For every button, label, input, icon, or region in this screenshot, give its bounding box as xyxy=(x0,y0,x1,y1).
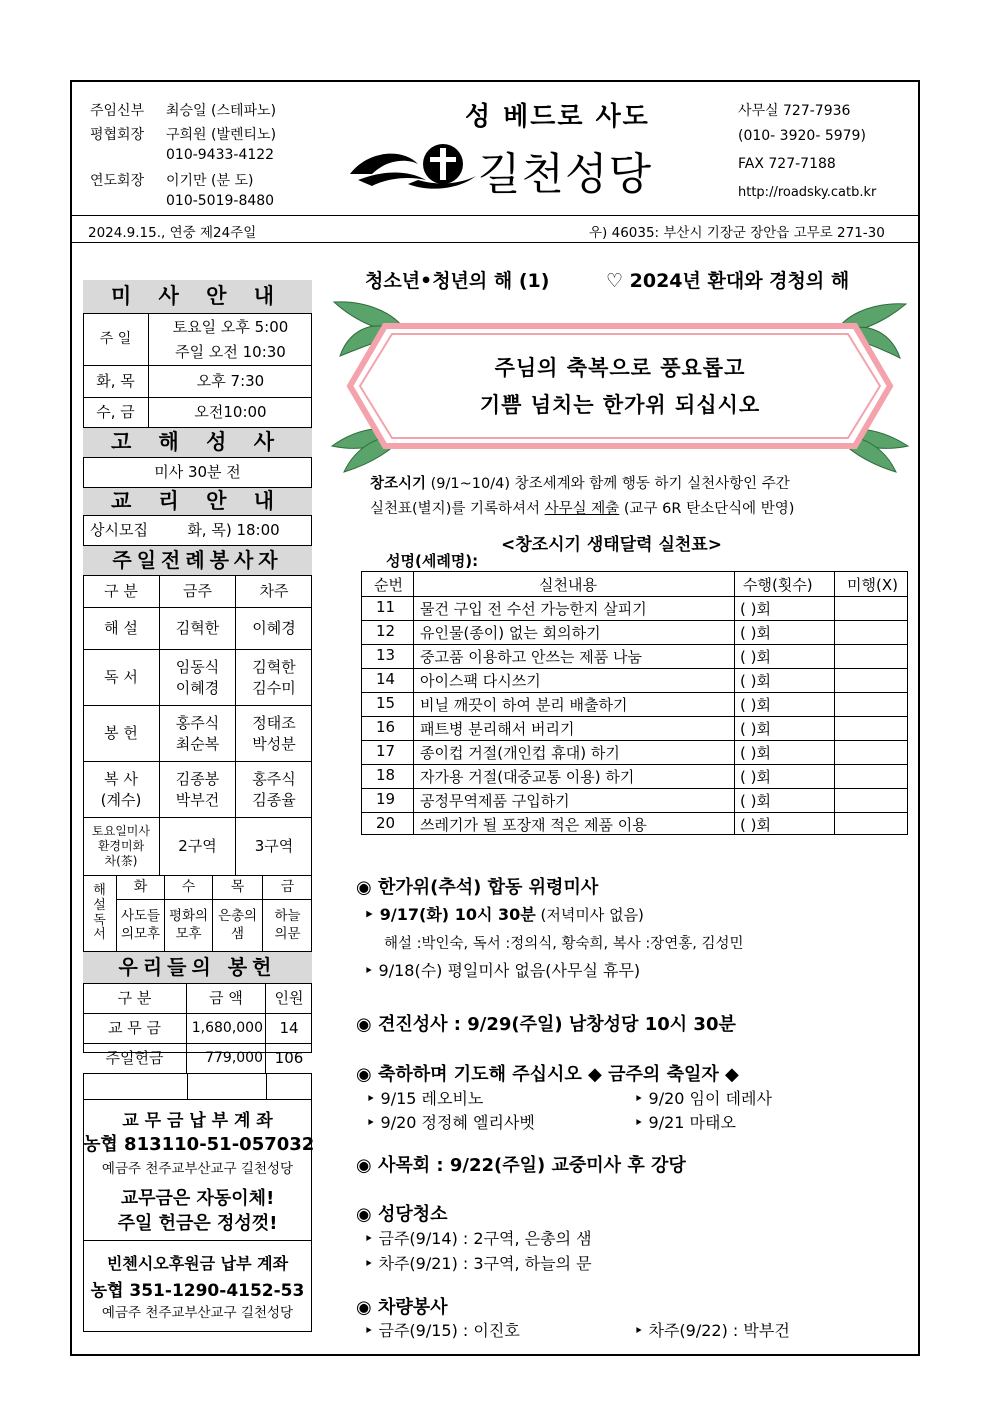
minister-next-week: 홍주식 김종율 xyxy=(236,762,312,818)
offering-count: 14 xyxy=(266,1014,312,1044)
offering-amount: 779,000 xyxy=(187,1044,266,1074)
staff-role: 평협회장 xyxy=(90,127,145,143)
eco-table-row xyxy=(362,740,907,765)
mass-sunday-time: 주일 오전 10:30 xyxy=(149,340,312,366)
fax-number: FAX 727-7188 xyxy=(738,156,836,172)
ministers-title: 주일전례봉사자 xyxy=(83,546,312,576)
eco-row-missed-field[interactable] xyxy=(836,814,906,834)
weekday-group: 사도들 의모후 xyxy=(117,900,165,952)
dues-account-title: 교 무 금 납 부 계 좌 xyxy=(122,1111,273,1131)
eco-row-activity: 물건 구입 전 수선 가능한지 살피기 xyxy=(420,600,647,618)
eco-header-cell: 미행(X) xyxy=(847,576,898,594)
eco-row-missed-field[interactable] xyxy=(836,718,906,738)
eco-row-count-field[interactable]: ( )회 xyxy=(740,720,771,738)
weekday-readers-label: 해설독서 xyxy=(83,876,117,952)
minister-role: 해 설 xyxy=(83,608,160,650)
dues-account-holder: 예금주 천주교부산교구 길천성당 xyxy=(101,1161,294,1177)
eco-row-count-field[interactable]: ( )회 xyxy=(740,696,771,714)
minister-next-week: 이혜경 xyxy=(236,608,312,650)
catechism-title: 교 리 안 내 xyxy=(83,488,312,516)
eco-row-missed-field[interactable] xyxy=(836,646,906,666)
eco-row-activity: 중고품 이용하고 안쓰는 제품 나눔 xyxy=(420,648,642,666)
mass-sunday-label: 주 일 xyxy=(83,314,149,366)
offering-amount: 1,680,000 xyxy=(187,1014,266,1044)
eco-row-number: 14 xyxy=(376,670,396,688)
chuseok-greeting-frame xyxy=(330,296,910,474)
weekday-group: 하늘 의문 xyxy=(263,900,312,952)
greeting-line: 기쁨 넘치는 한가위 되십시오 xyxy=(479,393,761,417)
creation-instruction-text: (교구 6R 탄소단식에 반영) xyxy=(619,501,795,517)
eco-row-count-field[interactable]: ( )회 xyxy=(740,600,771,618)
eco-row-count-field[interactable]: ( )회 xyxy=(740,648,771,666)
minister-role: 독 서 xyxy=(83,650,160,706)
creation-intro-text: (9/1~10/4) 창조세계와 함께 행동 하기 실천사항인 주간 xyxy=(426,476,790,492)
issue-date: 2024.9.15., 연중 제24주일 xyxy=(88,225,257,241)
eco-row-missed-field[interactable] xyxy=(836,694,906,714)
eco-table-row xyxy=(362,692,907,717)
minister-next-week: 3구역 xyxy=(236,818,312,876)
vincent-account-number: 농협 351-1290-4152-53 xyxy=(90,1281,305,1301)
greeting-line: 주님의 축복으로 풍요롭고 xyxy=(494,356,746,380)
eco-row-missed-field[interactable] xyxy=(836,766,906,786)
catechism-time: 화, 목) 18:00 xyxy=(155,516,312,546)
feast-day-item: ‣ 9/21 마태오 xyxy=(634,1113,736,1132)
creation-instruction-text: 실천표(별지)를 기록하셔서 xyxy=(370,501,545,517)
offering-empty-row xyxy=(83,1074,312,1100)
offering-header: 구 분 xyxy=(83,984,187,1014)
church-cleaning-title: ◉ 성당청소 xyxy=(356,1204,448,1225)
catechism-label: 상시모집 xyxy=(83,516,155,546)
minister-role: 봉 헌 xyxy=(83,706,160,762)
minister-role: 토요일미사 환경미화 차(茶) xyxy=(83,818,160,876)
vincent-account-holder: 예금주 천주교부산교구 길천성당 xyxy=(101,1305,294,1321)
eco-table-row xyxy=(362,620,907,645)
staff-phone: 010-9433-4122 xyxy=(166,147,275,163)
eco-header-cell: 수행(횟수) xyxy=(743,576,813,594)
vehicle-service-title: ◉ 차량봉사 xyxy=(356,1297,448,1318)
vehicle-item: ‣ 금주(9/15) : 이진호 xyxy=(364,1321,520,1340)
staff-name: 구희원 (발렌티노) xyxy=(166,127,277,143)
staff-role: 주임신부 xyxy=(90,103,145,119)
year-theme-welcome: ♡ 2024년 환대와 경청의 해 xyxy=(606,270,850,292)
chuseok-mass-title: ◉ 한가위(추석) 합동 위령미사 xyxy=(356,877,599,898)
offering-note: 주일 헌금은 정성껏! xyxy=(117,1213,278,1234)
cleaning-item: ‣ 차주(9/21) : 3구역, 하늘의 문 xyxy=(364,1254,592,1273)
eco-row-count-field[interactable]: ( )회 xyxy=(740,816,771,834)
no-weekday-mass-note: ‣ 9/18(수) 평일미사 없음(사무실 휴무) xyxy=(364,961,641,980)
eco-row-activity: 유인물(종이) 없는 회의하기 xyxy=(420,624,601,642)
office-phone: 사무실 727-7936 xyxy=(738,103,851,119)
eco-table-row xyxy=(362,644,907,669)
eco-row-activity: 비닐 깨끗이 하여 분리 배출하기 xyxy=(420,696,628,714)
minister-role: 복 사 (계수) xyxy=(83,762,160,818)
eco-row-number: 18 xyxy=(376,766,396,784)
eco-row-number: 20 xyxy=(376,814,396,832)
ministers-header: 구 분 xyxy=(83,576,160,608)
eco-row-number: 13 xyxy=(376,646,396,664)
eco-row-count-field[interactable]: ( )회 xyxy=(740,624,771,642)
eco-table-row xyxy=(362,812,907,836)
eco-row-count-field[interactable]: ( )회 xyxy=(740,744,771,762)
eco-row-missed-field[interactable] xyxy=(836,622,906,642)
year-theme-youth: 청소년•청년의 해 (1) xyxy=(365,270,550,292)
name-field-label: 성명(세례명): xyxy=(386,552,479,570)
eco-row-number: 11 xyxy=(376,598,396,616)
cleaning-item: ‣ 금주(9/14) : 2구역, 은총의 샘 xyxy=(364,1229,592,1248)
staff-role: 연도회장 xyxy=(90,173,145,189)
vehicle-item: ‣ 차주(9/22) : 박부건 xyxy=(634,1321,790,1340)
creation-intro xyxy=(370,472,790,493)
weekday-day: 금 xyxy=(263,876,312,900)
minister-this-week: 2구역 xyxy=(160,818,236,876)
chuseok-mass-roles: 해설 :박인숙, 독서 :정의식, 황숙희, 복사 :장연홍, 김성민 xyxy=(384,936,744,952)
minister-this-week: 김종봉 박부건 xyxy=(160,762,236,818)
chuseok-mass-time: ‣ 9/17(화) 10시 30분 xyxy=(364,905,536,924)
ministers-header: 금주 xyxy=(160,576,236,608)
eco-row-activity: 아이스팩 다시쓰기 xyxy=(420,672,541,690)
eco-table-row xyxy=(362,716,907,741)
eco-table-header xyxy=(362,572,907,597)
eco-row-number: 19 xyxy=(376,790,396,808)
eco-row-activity: 패트병 분리해서 버리기 xyxy=(420,720,575,738)
divider xyxy=(72,242,918,243)
divider xyxy=(72,215,918,216)
offering-title: 우리들의 봉헌 xyxy=(83,952,312,984)
confession-time: 미사 30분 전 xyxy=(83,458,312,488)
eco-row-activity: 공정무역제품 구입하기 xyxy=(420,792,570,810)
creation-instruction-underlined: 사무실 제출 xyxy=(544,501,620,517)
minister-next-week: 정태조 박성분 xyxy=(236,706,312,762)
feast-day-item: ‣ 9/20 정정혜 엘리사벳 xyxy=(366,1113,535,1132)
confirmation-notice: ◉ 견진성사 : 9/29(주일) 남창성당 10시 30분 xyxy=(356,1014,736,1035)
mobile-phone: (010- 3920- 5979) xyxy=(738,128,866,144)
staff-phone: 010-5019-8480 xyxy=(166,193,275,209)
pastoral-council-notice: ◉ 사목회 : 9/22(주일) 교중미사 후 강당 xyxy=(356,1155,686,1176)
mass-time: 오전10:00 xyxy=(149,398,312,428)
staff-name: 이기만 (분 도) xyxy=(166,173,254,189)
offering-header: 금 액 xyxy=(187,984,266,1014)
staff-name: 최승일 (스테파노) xyxy=(166,103,277,119)
eco-row-count-field[interactable]: ( )회 xyxy=(740,768,771,786)
eco-row-number: 15 xyxy=(376,694,396,712)
minister-this-week: 김혁한 xyxy=(160,608,236,650)
eco-table-row xyxy=(362,596,907,621)
eco-row-missed-field[interactable] xyxy=(836,790,906,810)
chuseok-mass-note: (저녁미사 없음) xyxy=(535,906,644,924)
dues-note: 교무금은 자동이체! xyxy=(120,1188,275,1209)
eco-row-number: 12 xyxy=(376,622,396,640)
eco-calendar-table xyxy=(361,571,908,835)
eco-table-row xyxy=(362,788,907,813)
eco-row-number: 17 xyxy=(376,742,396,760)
eco-row-activity: 자가용 거절(대중교통 이용) 하기 xyxy=(420,768,635,786)
weekday-group: 은총의 샘 xyxy=(213,900,263,952)
offering-header: 인원 xyxy=(266,984,312,1014)
parish-subtitle: 성 베드로 사도 xyxy=(465,102,650,132)
minister-this-week: 임동식 이혜경 xyxy=(160,650,236,706)
website-link[interactable]: http://roadsky.catb.kr xyxy=(738,185,877,200)
weekday-day: 수 xyxy=(165,876,213,900)
eco-table-title: <창조시기 생태달력 실천표> xyxy=(501,535,722,555)
confession-title: 고 해 성 사 xyxy=(83,428,312,458)
creation-instruction xyxy=(370,497,794,518)
eco-header-cell: 순번 xyxy=(374,576,403,594)
creation-intro-bold: 창조시기 xyxy=(370,476,427,492)
vincent-account-title: 빈첸시오후원금 납부 계좌 xyxy=(106,1254,289,1273)
weekday-day: 화 xyxy=(117,876,165,900)
feast-day-item: ‣ 9/20 임이 데레사 xyxy=(634,1089,772,1108)
eco-row-count-field[interactable]: ( )회 xyxy=(740,672,771,690)
church-logo-icon xyxy=(348,140,478,192)
ministers-header: 차주 xyxy=(236,576,312,608)
eco-table-row xyxy=(362,668,907,693)
chuseok-mass-time-line xyxy=(364,902,644,925)
dues-account-number: 농협 813110-51-057032 xyxy=(83,1134,315,1155)
mass-sunday-time: 토요일 오후 5:00 xyxy=(172,317,289,336)
eco-row-missed-field[interactable] xyxy=(836,670,906,690)
offering-count: 106 xyxy=(266,1044,312,1074)
feast-days-title: ◉ 축하하며 기도해 주십시오 ◆ 금주의 축일자 ◆ xyxy=(356,1064,739,1085)
offering-name: 교 무 금 xyxy=(83,1014,187,1044)
parish-title: 길천성당 xyxy=(478,149,653,200)
address: 우) 46035: 부산시 기장군 장안읍 고무로 271-30 xyxy=(589,225,885,241)
weekday-group: 평화의 모후 xyxy=(165,900,213,952)
eco-row-activity: 쓰레기가 될 포장재 적은 제품 이용 xyxy=(420,816,647,834)
eco-row-missed-field[interactable] xyxy=(836,598,906,618)
mass-day: 화, 목 xyxy=(83,366,149,398)
weekday-day: 목 xyxy=(213,876,263,900)
eco-table-row xyxy=(362,764,907,789)
mass-title: 미 사 안 내 xyxy=(83,280,312,314)
mass-day: 수, 금 xyxy=(83,398,149,428)
eco-row-missed-field[interactable] xyxy=(836,742,906,762)
minister-next-week: 김혁한 김수미 xyxy=(236,650,312,706)
divider xyxy=(83,1240,312,1241)
mass-time: 오후 7:30 xyxy=(149,366,312,398)
feast-day-item: ‣ 9/15 레오비노 xyxy=(366,1089,484,1108)
offering-name: 주일헌금 xyxy=(83,1044,187,1074)
eco-row-number: 16 xyxy=(376,718,396,736)
minister-this-week: 홍주식 최순복 xyxy=(160,706,236,762)
eco-row-activity: 종이컵 거절(개인컵 휴대) 하기 xyxy=(420,744,620,762)
eco-header-cell: 실천내용 xyxy=(539,576,597,594)
eco-row-count-field[interactable]: ( )회 xyxy=(740,792,771,810)
sidebar-info-content xyxy=(83,280,312,1068)
